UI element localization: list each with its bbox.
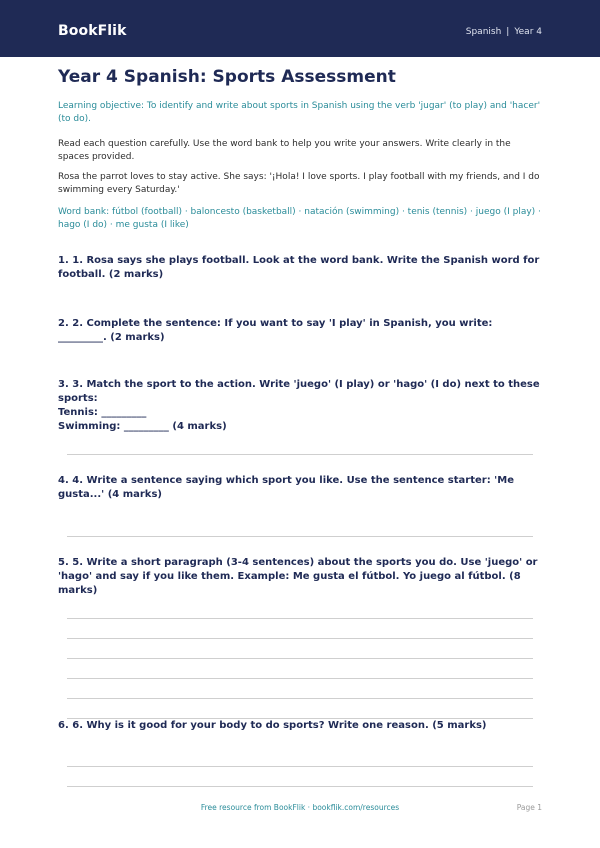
brand-logo[interactable]: BookFlik: [58, 23, 127, 39]
page-header: [0, 0, 600, 57]
instructions: Read each question carefully. Use the word bank to help you write your answers. Write clearly in the spaces provided.: [58, 139, 511, 162]
page-number: Page 1: [516, 803, 542, 812]
answer-line[interactable]: [67, 786, 533, 787]
question-4: 4. 4. Write a sentence saying which sport you like. Use the sentence starter: 'Me gusta...' (4 marks): [58, 475, 514, 500]
question-3: [58, 378, 542, 434]
page-title: Year 4 Spanish: Sports Assessment: [58, 67, 396, 87]
answer-line[interactable]: [67, 766, 533, 767]
separator: |: [506, 27, 510, 37]
header-meta: [466, 27, 542, 37]
word-bank: Word bank: fútbol (football) · baloncesto (basketball) · natación (swimming) · tenis (tennis) · juego (I play) · hago (I do) · me gusta (I like): [58, 207, 541, 230]
question-6: 6. 6. Why is it good for your body to do sports? Write one reason. (5 marks): [58, 720, 487, 731]
intro-section: [58, 66, 542, 232]
question-5: 5. 5. Write a short paragraph (3-4 sentences) about the sports you do. Use 'juego' or 'hago' and say if you like them. Example: Me gusta el fútbol. Yo juego al fútbol. (8 marks): [58, 557, 538, 596]
subject-label: Spanish: [465, 27, 502, 37]
year-label: Year 4: [514, 27, 542, 37]
footer-credit[interactable]: Free resource from BookFlik · bookflik.com/resources: [200, 803, 400, 812]
answer-line[interactable]: [67, 658, 533, 659]
answer-line[interactable]: [67, 618, 533, 619]
answer-line[interactable]: [67, 638, 533, 639]
story-text: Rosa the parrot loves to stay active. She says: '¡Hola! I love sports. I play football with my friends, and I do swimming every Saturday.': [58, 172, 540, 195]
answer-line[interactable]: [67, 678, 533, 679]
question-3-prompt: 3. 3. Match the sport to the action. Write 'juego' (I play) or 'hago' (I do) next to these sports:: [58, 379, 540, 404]
question-1: 1. 1. Rosa says she plays football. Look at the word bank. Write the Spanish word for football. (2 marks): [58, 255, 540, 280]
question-2: 2. 2. Complete the sentence: If you want to say 'I play' in Spanish, you write: _________. (2 marks): [58, 318, 493, 343]
answer-line[interactable]: [67, 698, 533, 699]
question-3-swimming: Swimming: _________ (4 marks): [58, 421, 227, 432]
question-3-tennis: Tennis: _________: [58, 407, 147, 418]
answer-line[interactable]: [67, 536, 533, 537]
learning-objective: Learning objective: To identify and write about sports in Spanish using the verb 'jugar' (to play) and 'hacer' (to do).: [58, 101, 541, 124]
answer-line[interactable]: [67, 454, 533, 455]
